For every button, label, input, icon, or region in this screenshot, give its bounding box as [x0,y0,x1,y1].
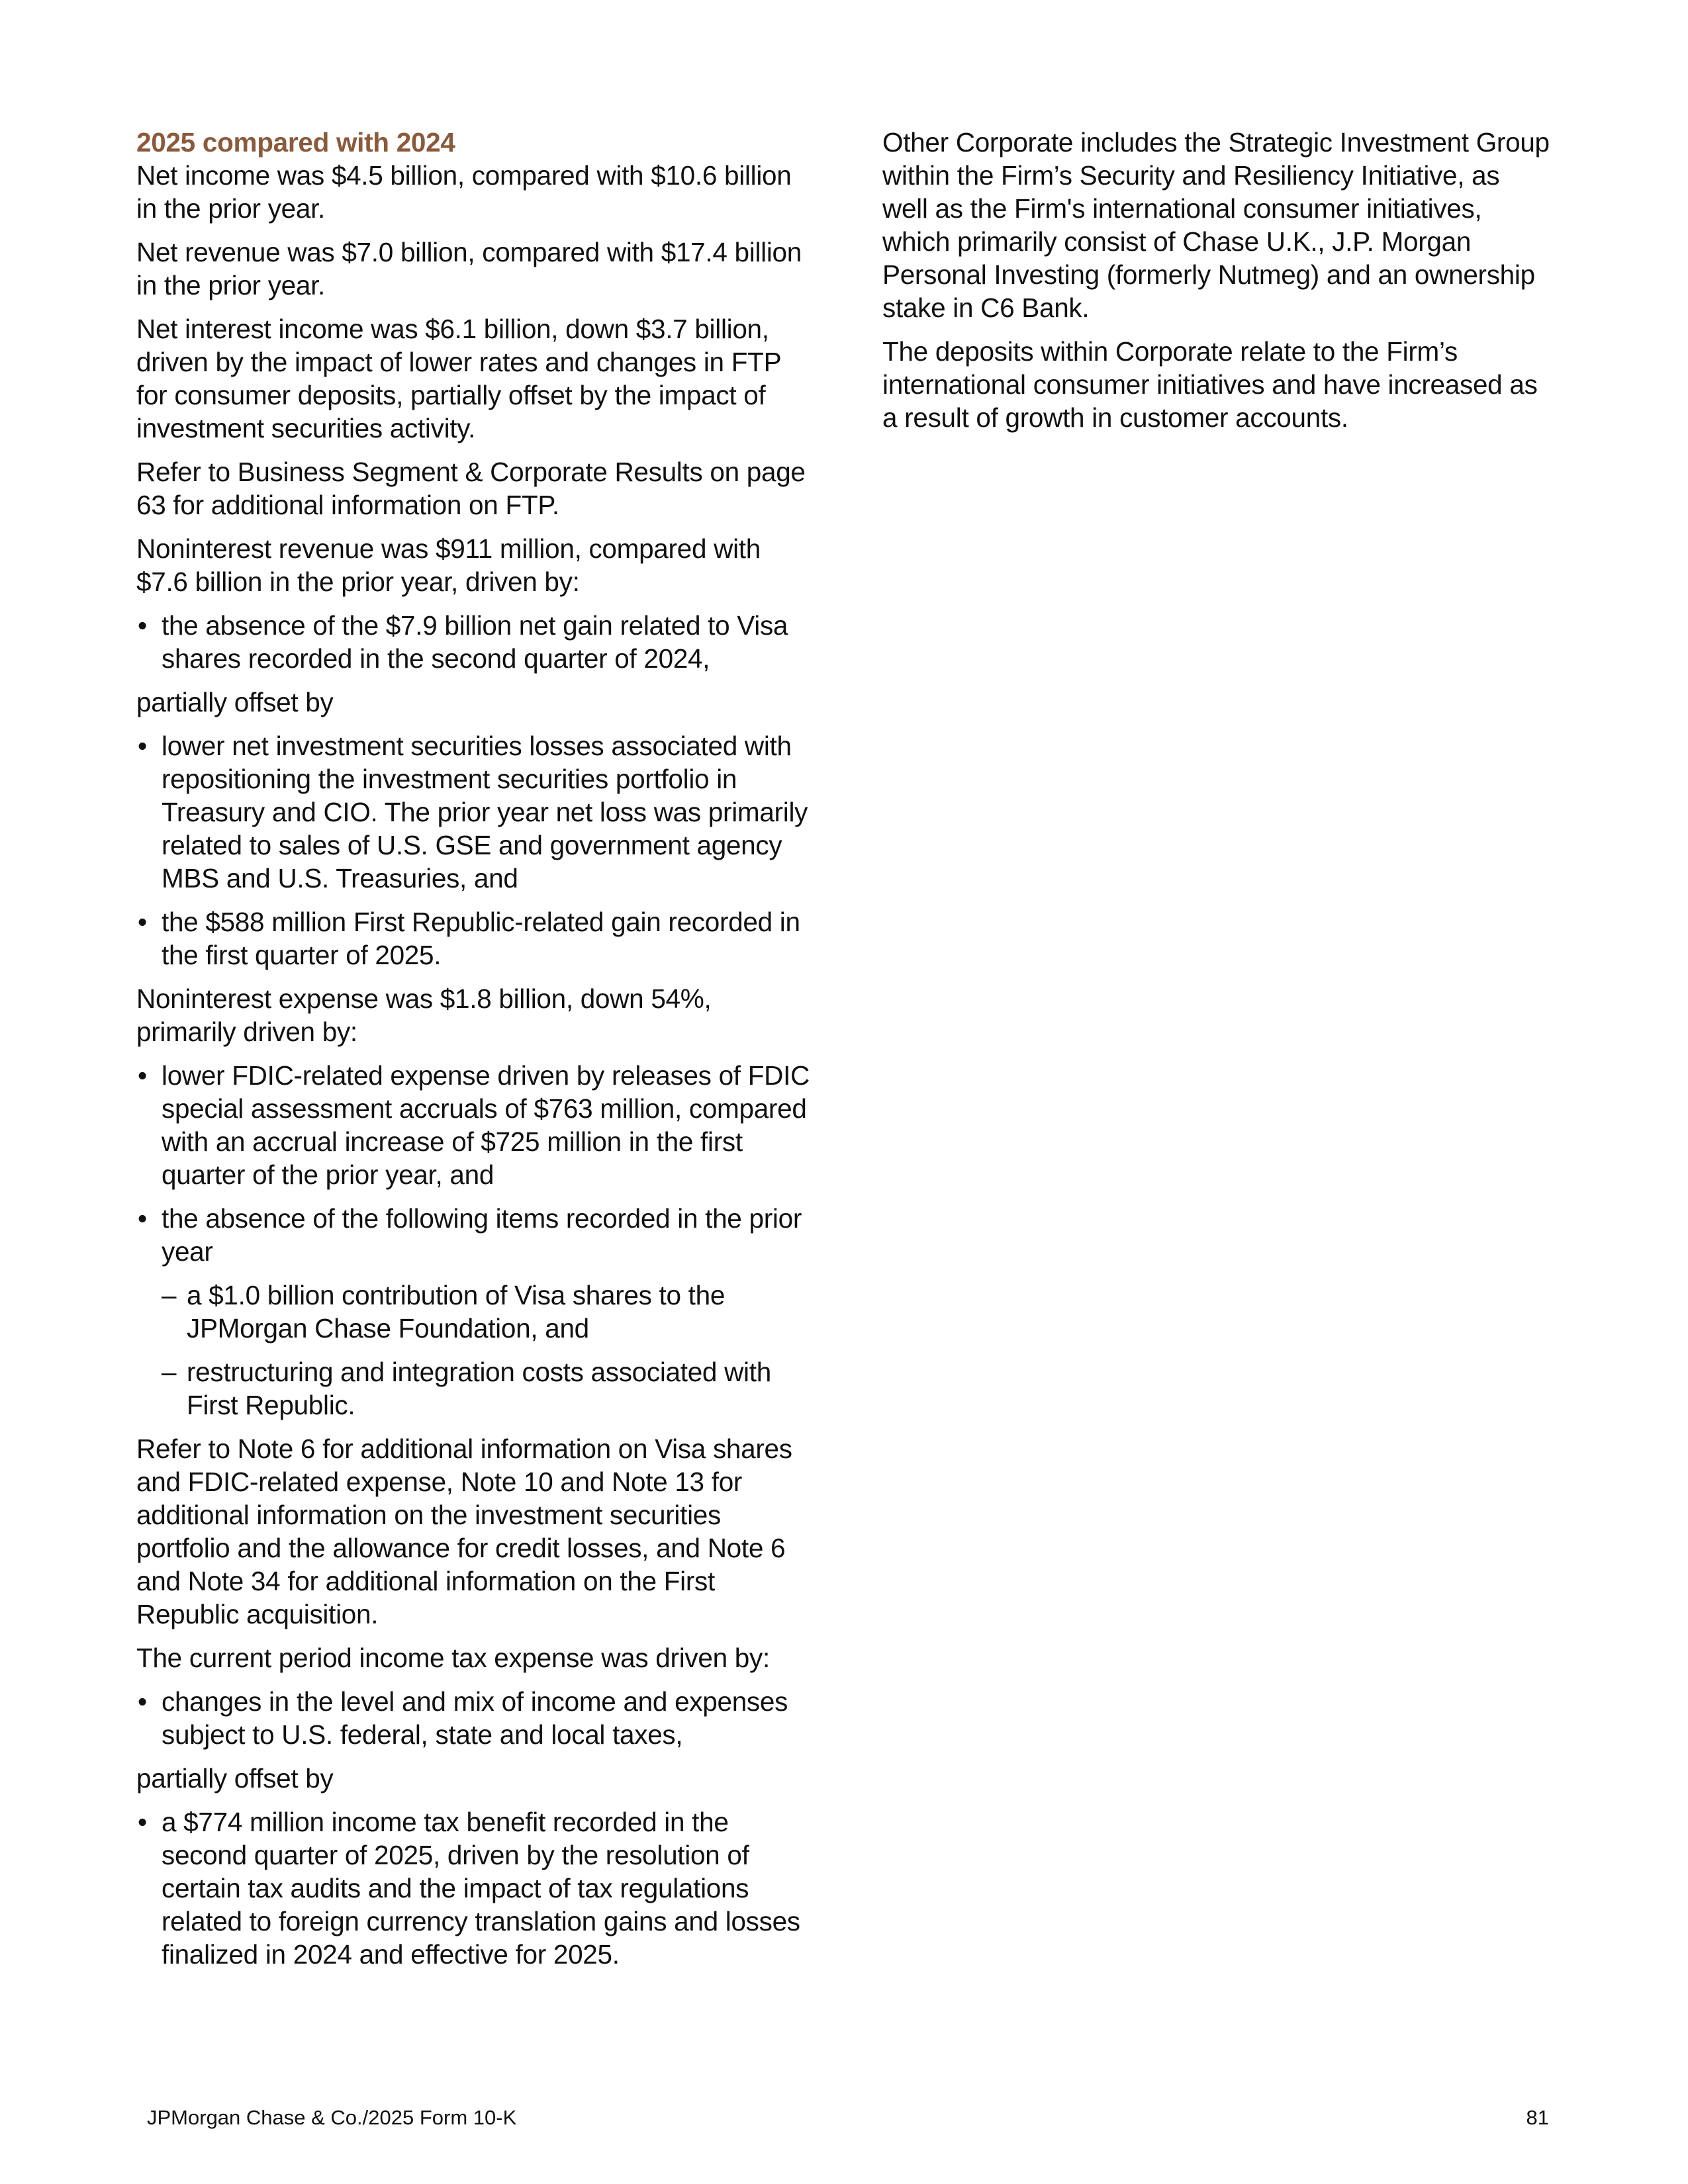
other-corporate-paragraph: Other Corporate includes the Strategic Investment Group within the Firm’s Security and Resiliency Initiative, as well as the Firm's international consumer initiatives, which primarily consist of Chase U.K., J.P. Morgan Personal Investing (formerly Nutmeg) and an ownership stake in C6 Bank. [882,127,1550,323]
prior-year-items-sublist [162,1279,812,1422]
list-item [136,1202,812,1422]
noninterest-expense-drivers-list [136,1059,812,1422]
list-item: • changes in the level and mix of income and expenses subject to U.S. federal, state and local taxes, [136,1685,812,1751]
net-revenue-paragraph: Net revenue was $7.0 billion, compared with $17.4 billion in the prior year. [136,237,802,300]
list-item-text: the absence of the following items recorded in the prior year [162,1203,802,1267]
page-number: 81 [1526,2106,1549,2129]
offset-label: partially offset by [136,1763,334,1794]
list-item: • lower net investment securities losses associated with repositioning the investment securities portfolio in Treasury and CIO. The prior year net loss was primarily related to sales of U.S. GSE and government agency MBS and U.S. Treasuries, and [136,729,812,895]
income-tax-offsets-list [136,1805,812,1971]
noninterest-revenue-paragraph: Noninterest revenue was $911 million, compared with $7.6 billion in the prior year, driven by: [136,533,761,597]
list-item: • the $588 million First Republic-related gain recorded in the first quarter of 2025. [136,905,812,972]
ftp-reference-paragraph: Refer to Business Segment & Corporate Results on page 63 for additional information on FTP. [136,457,806,520]
note-references-paragraph: Refer to Note 6 for additional information on Visa shares and FDIC-related expense, Note 10 and Note 13 for additional information on the investment securities portfolio and the allowance for credit losses, and Note 6 and Note 34 for additional information on the First Republic acquisition. [136,1433,792,1629]
sublist-item: – restructuring and integration costs associated with First Republic. [162,1355,812,1422]
noninterest-revenue-offsets-list [136,729,812,972]
footer-document-title: JPMorgan Chase & Co./2025 Form 10-K [147,2106,517,2129]
noninterest-expense-paragraph: Noninterest expense was $1.8 billion, down 54%, primarily driven by: [136,983,712,1047]
deposits-paragraph: The deposits within Corporate relate to the Firm’s international consumer initiatives and have increased as a result of growth in customer accounts. [882,336,1538,433]
right-column [882,126,1551,445]
list-item: • lower FDIC-related expense driven by releases of FDIC special assessment accruals of $763 million, compared with an accrual increase of $725 million in the first quarter of the prior year, and [136,1059,812,1191]
income-tax-drivers-list [136,1685,812,1751]
list-item: • the absence of the $7.9 billion net gain related to Visa shares recorded in the second quarter of 2024, [136,609,812,675]
income-tax-paragraph: The current period income tax expense was driven by: [136,1643,770,1673]
list-item: • a $774 million income tax benefit recorded in the second quarter of 2025, driven by the resolution of certain tax audits and the impact of tax regulations related to foreign currency translation gains and losses finalized in 2024 and effective for 2025. [136,1805,812,1971]
noninterest-revenue-drivers-list [136,609,812,675]
offset-label: partially offset by [136,687,334,717]
sublist-item: – a $1.0 billion contribution of Visa shares to the JPMorgan Chase Foundation, and [162,1279,812,1345]
net-income-paragraph: Net income was $4.5 billion, compared with $10.6 billion in the prior year. [136,160,792,224]
net-interest-income-paragraph: Net interest income was $6.1 billion, down $3.7 billion, driven by the impact of lower rates and changes in FTP for consumer deposits, partially offset by the impact of investment securities activity. [136,314,781,443]
section-heading: 2025 compared with 2024 [136,127,455,158]
left-column [136,126,812,1981]
